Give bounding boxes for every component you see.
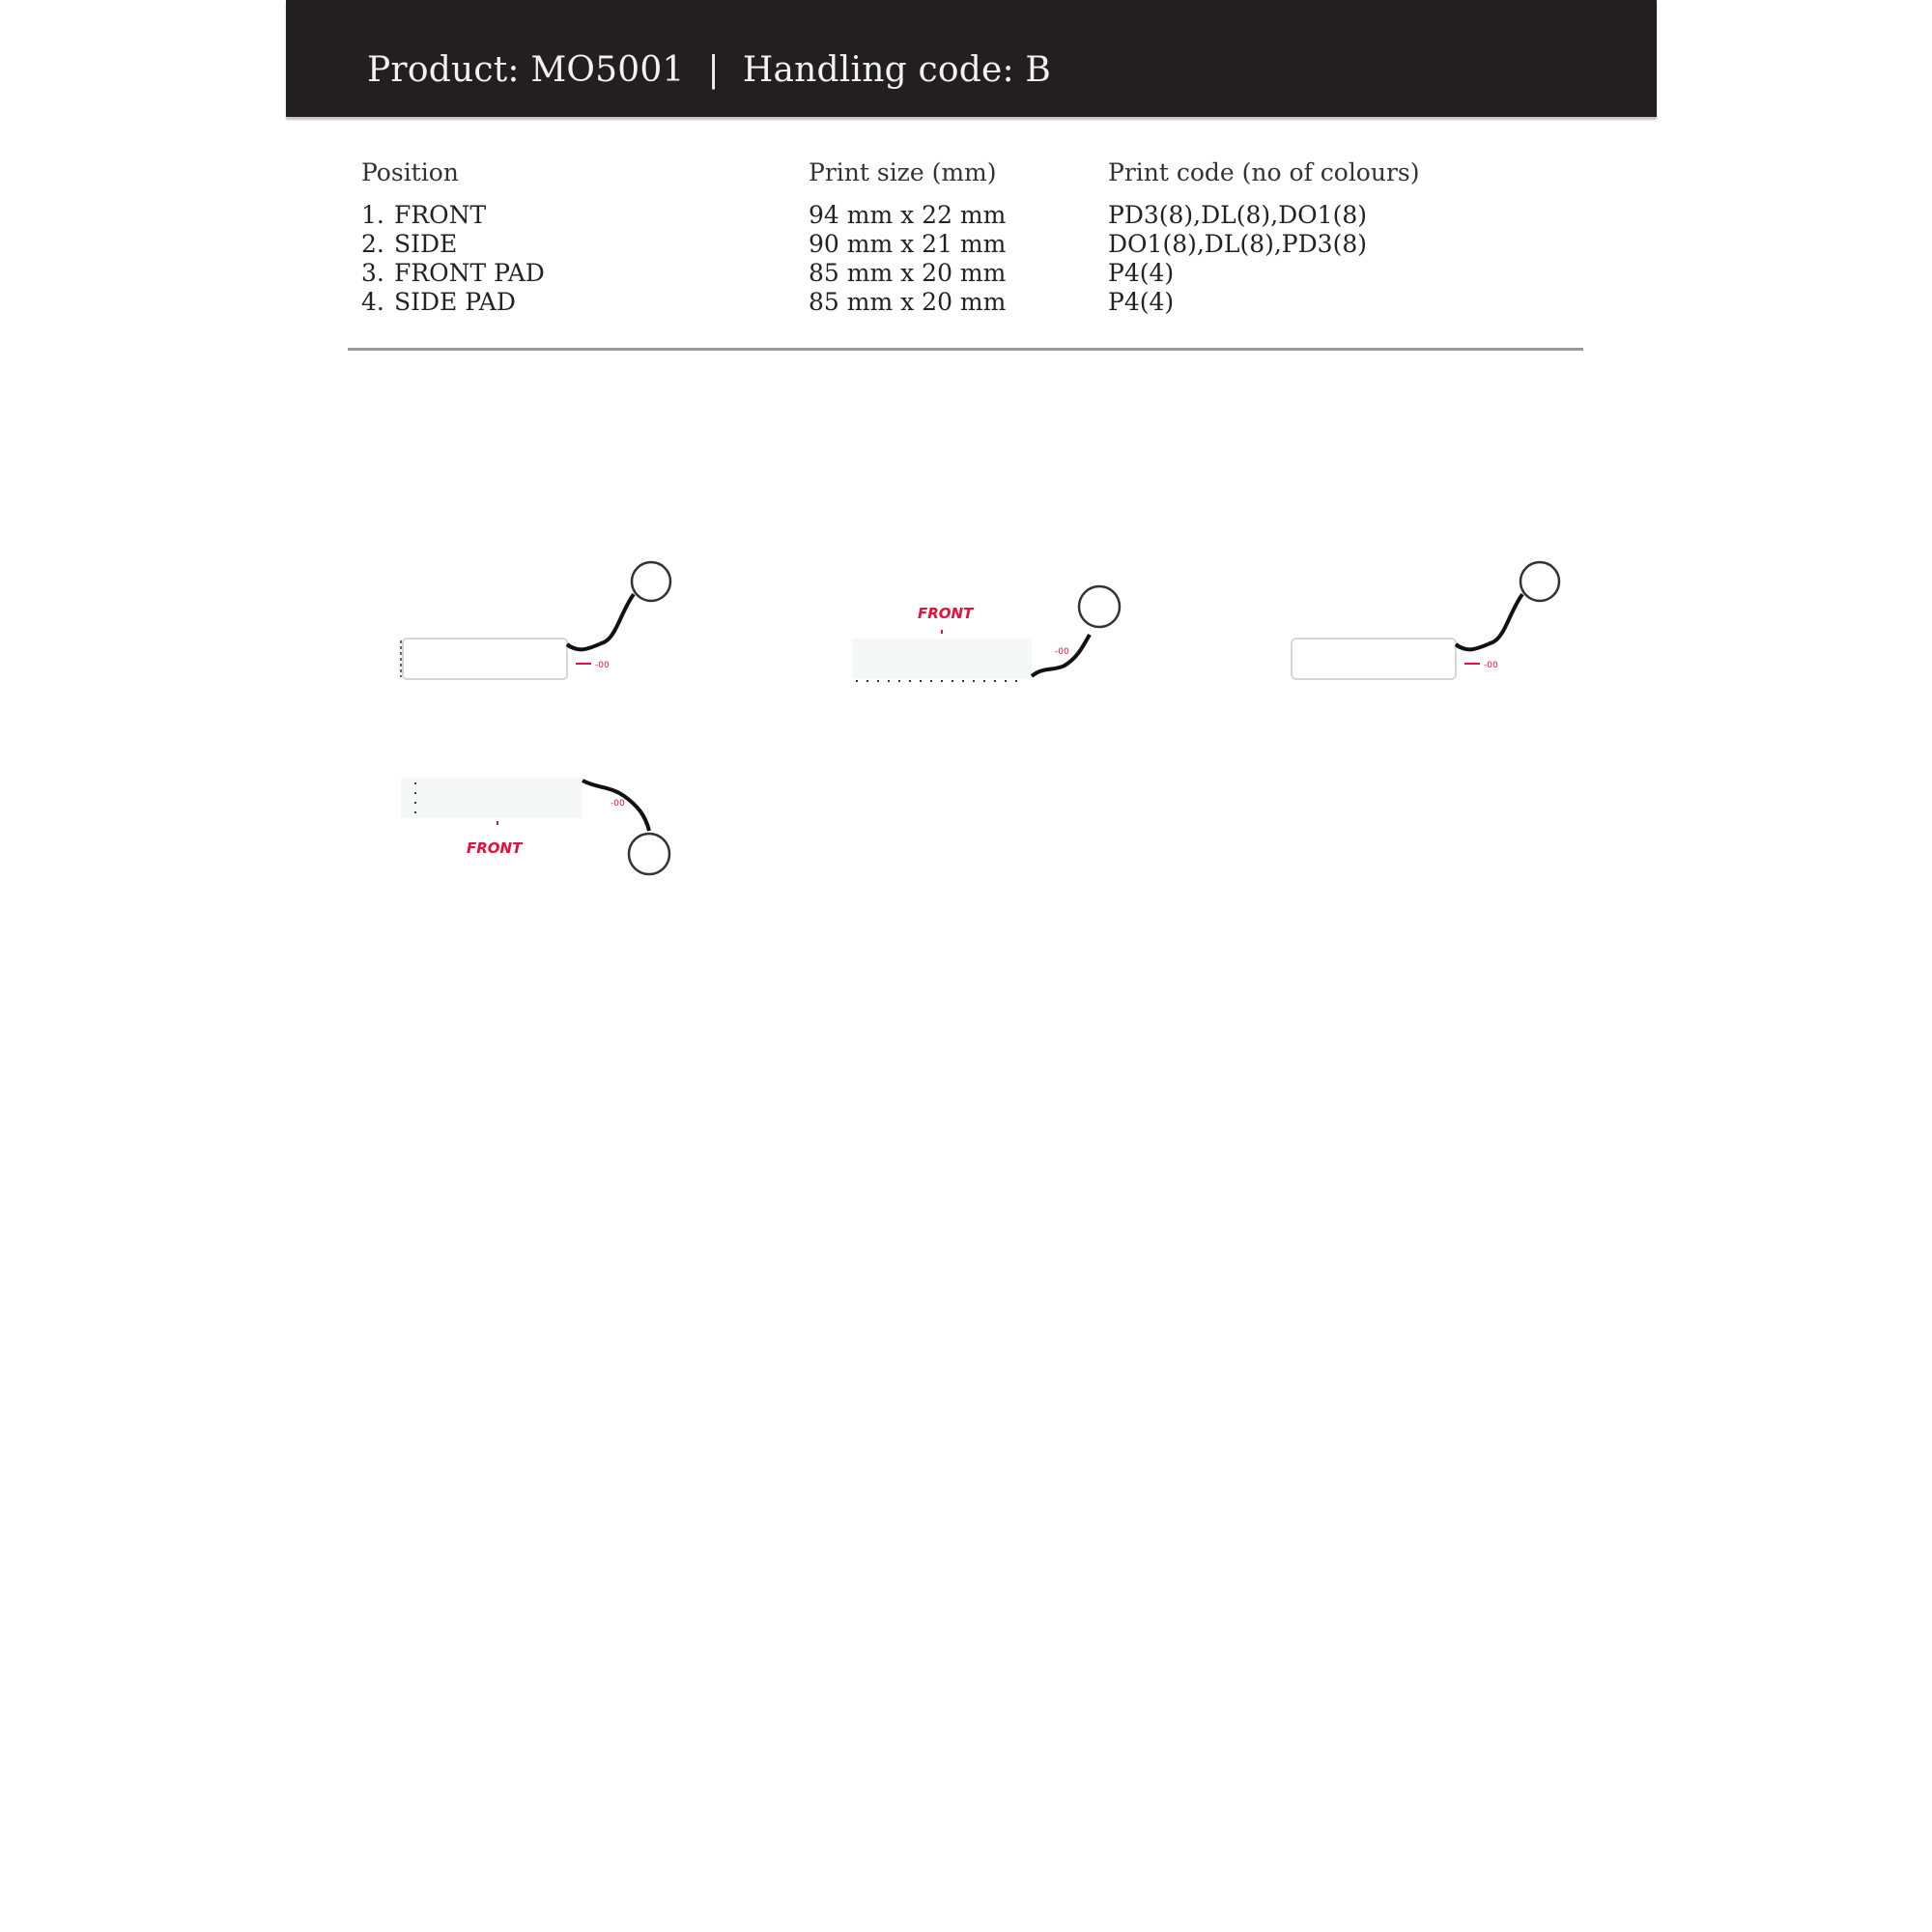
- product-drawing-front: [396, 555, 686, 686]
- row-position: SIDE: [394, 230, 458, 258]
- table-row-position: [361, 201, 486, 230]
- row-print-size: 85 mm x 20 mm: [809, 288, 1007, 316]
- front-pad-label: FRONT: [467, 839, 523, 857]
- keyring-side-svg: [1285, 555, 1575, 686]
- row-position: FRONT PAD: [394, 259, 545, 287]
- column-header-print-size: Print size (mm): [809, 158, 997, 186]
- header-separator: |: [707, 50, 720, 90]
- keyring-front-svg: [396, 555, 686, 686]
- front-label: FRONT: [918, 605, 974, 622]
- row-print-code: P4(4): [1108, 288, 1175, 316]
- row-print-size: 94 mm x 22 mm: [809, 201, 1007, 229]
- row-number: 2.: [361, 230, 384, 258]
- row-print-size: 85 mm x 20 mm: [809, 259, 1007, 287]
- row-print-code: DO1(8),DL(8),PD3(8): [1108, 230, 1367, 258]
- column-header-position: Position: [361, 158, 459, 186]
- product-drawing-front-pad: [396, 773, 686, 889]
- product-drawing-side: [1285, 555, 1575, 686]
- svg-text:-00: -00: [611, 799, 625, 809]
- header-title: [367, 50, 1051, 90]
- row-print-code: P4(4): [1108, 259, 1175, 287]
- column-header-print-code: Print code (no of colours): [1108, 158, 1420, 186]
- svg-text:-00: -00: [1055, 647, 1069, 657]
- row-position: FRONT: [394, 201, 487, 229]
- keyring-front-label-svg: [840, 575, 1150, 691]
- table-row-position: [361, 288, 516, 317]
- product-drawing-front-label: [840, 575, 1150, 691]
- keyring-front-pad-svg: [396, 773, 686, 889]
- row-number: 4.: [361, 288, 384, 316]
- row-print-size: 90 mm x 21 mm: [809, 230, 1007, 258]
- table-row-position: [361, 259, 545, 288]
- table-row-position: [361, 230, 457, 259]
- svg-text:-00: -00: [595, 661, 610, 670]
- header-bar: [286, 0, 1657, 117]
- row-number: 3.: [361, 259, 384, 287]
- product-label: Product: MO5001: [367, 50, 685, 90]
- row-position: SIDE PAD: [394, 288, 516, 316]
- table-divider: [348, 348, 1583, 351]
- row-print-code: PD3(8),DL(8),DO1(8): [1108, 201, 1367, 229]
- row-number: 1.: [361, 201, 384, 229]
- handling-code-label: Handling code: B: [742, 50, 1052, 90]
- svg-text:-00: -00: [1484, 661, 1498, 670]
